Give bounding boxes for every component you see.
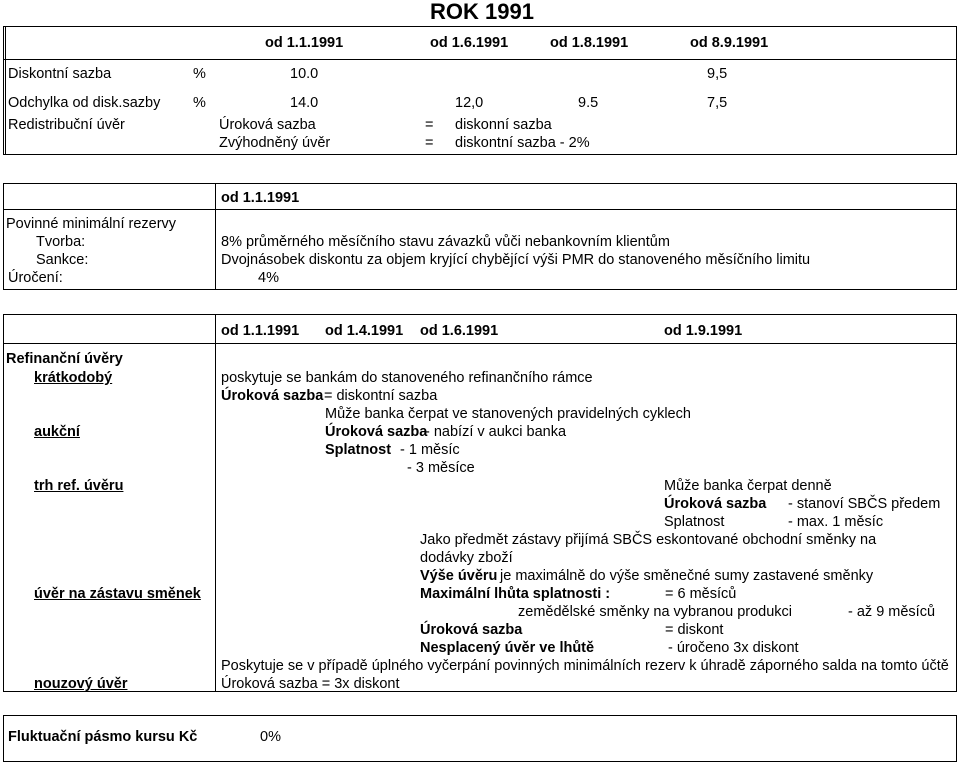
zastava-rate-value: = diskont [665, 622, 724, 638]
aukcni-rate-label: Úroková sazba [325, 424, 428, 440]
redis-eq2: = [425, 135, 434, 151]
aukcni-splatnost-3: - 3 měsíce [407, 460, 475, 476]
zastava-zemed-value: - až 9 měsíců [848, 604, 936, 620]
refi-header-3: od 1.6.1991 [420, 323, 499, 339]
diskont-v1: 10.0 [290, 66, 319, 82]
odchylka-v4: 7,5 [707, 95, 728, 111]
zastava-label: úvěr na zástavu směnek [34, 586, 201, 602]
odchylka-v1: 14.0 [290, 95, 319, 111]
refi-header-4: od 1.9.1991 [664, 323, 743, 339]
redis-label: Redistribuční úvěr [8, 117, 125, 133]
uroceni-text: 4% [258, 270, 279, 286]
odchylka-v2: 12,0 [455, 95, 484, 111]
trh-rate-label: Úroková sazba [664, 496, 767, 512]
tvorba-label: Tvorba: [36, 234, 86, 250]
uroceni-label: Úročení: [8, 270, 63, 286]
trh-splatnost-value: - max. 1 měsíc [788, 514, 884, 530]
diskont-label: Diskontní sazba [8, 66, 112, 82]
zastava-lhuta-label: Maximální lhůta splatnosti : [420, 586, 611, 602]
trh-rate-value: - stanoví SBČS předem [788, 496, 941, 512]
odchylka-label: Odchylka od disk.sazby [8, 95, 161, 111]
fluct-value: 0% [260, 729, 281, 745]
aukcni-splatnost-label: Splatnost [325, 442, 392, 458]
kratkodoby-rate-value: = diskontní sazba [324, 388, 438, 404]
nouzovy-text: Poskytuje se v případě úplného vyčerpání povinných minimálních rezerv k úhradě záporného salda na tomto účtě [221, 658, 949, 674]
reserves-date: od 1.1.1991 [221, 190, 300, 206]
tvorba-text: 8% průměrného měsíčního stavu závazků vůči nebankovním klientům [221, 234, 670, 250]
trh-label: trh ref. úvěru [34, 478, 124, 494]
refi-header-2: od 1.4.1991 [325, 323, 404, 339]
zastava-nesplaceny-label: Nesplacený úvěr ve lhůtě [420, 640, 595, 656]
page-title: ROK 1991 [430, 0, 534, 24]
rates-header-2: od 1.6.1991 [430, 35, 509, 51]
kratkodoby-rate-label: Úroková sazba [221, 388, 324, 404]
odchylka-v3: 9.5 [578, 95, 599, 111]
trh-text: Může banka čerpat denně [664, 478, 832, 494]
zastava-text-2: dodávky zboží [420, 550, 513, 566]
zastava-rate-label: Úroková sazba [420, 622, 523, 638]
nouzovy-label: nouzový úvěr [34, 676, 128, 692]
redis-r2b: diskontní sazba - 2% [455, 135, 590, 151]
aukcni-text: Může banka čerpat ve stanovených pravidelných cyklech [325, 406, 691, 422]
zastava-lhuta-value: = 6 měsíců [665, 586, 737, 602]
diskont-v4: 9,5 [707, 66, 728, 82]
zastava-vyse-label: Výše úvěru [420, 568, 498, 584]
kratkodoby-label: krátkodobý [34, 370, 113, 386]
aukcni-rate-value: - nabízí v aukci banka [425, 424, 567, 440]
aukcni-splatnost-1: - 1 měsíc [400, 442, 460, 458]
rates-header-1: od 1.1.1991 [265, 35, 344, 51]
rates-header-4: od 8.9.1991 [690, 35, 769, 51]
redis-eq1: = [425, 117, 434, 133]
nouzovy-rate: Úroková sazba = 3x diskont [221, 676, 400, 692]
fluct-label: Fluktuační pásmo kursu Kč [8, 729, 198, 745]
diskont-unit: % [193, 66, 206, 82]
refi-header-1: od 1.1.1991 [221, 323, 300, 339]
trh-splatnost-label: Splatnost [664, 514, 725, 530]
kratkodoby-text: poskytuje se bankám do stanoveného refinančního rámce [221, 370, 593, 386]
redis-r1a: Úroková sazba [219, 117, 316, 133]
rates-header-3: od 1.8.1991 [550, 35, 629, 51]
odchylka-unit: % [193, 95, 206, 111]
aukcni-label: aukční [34, 424, 80, 440]
reserves-title: Povinné minimální rezervy [6, 216, 177, 232]
sankce-label: Sankce: [36, 252, 89, 268]
zastava-nesplaceny-value: - úročeno 3x diskont [668, 640, 799, 656]
redis-r2a: Zvýhodněný úvěr [219, 135, 331, 151]
refi-title: Refinanční úvěry [6, 351, 123, 367]
sankce-text: Dvojnásobek diskontu za objem kryjící chybějící výši PMR do stanoveného měsíčního limitu [221, 252, 811, 268]
redis-r1b: diskonní sazba [455, 117, 552, 133]
zastava-zemed-label: zemědělské směnky na vybranou produkci [518, 604, 793, 620]
zastava-text-1: Jako předmět zástavy přijímá SBČS eskontované obchodní směnky na [420, 532, 877, 548]
zastava-vyse-text: je maximálně do výše směnečné sumy zastavené směnky [500, 568, 874, 584]
